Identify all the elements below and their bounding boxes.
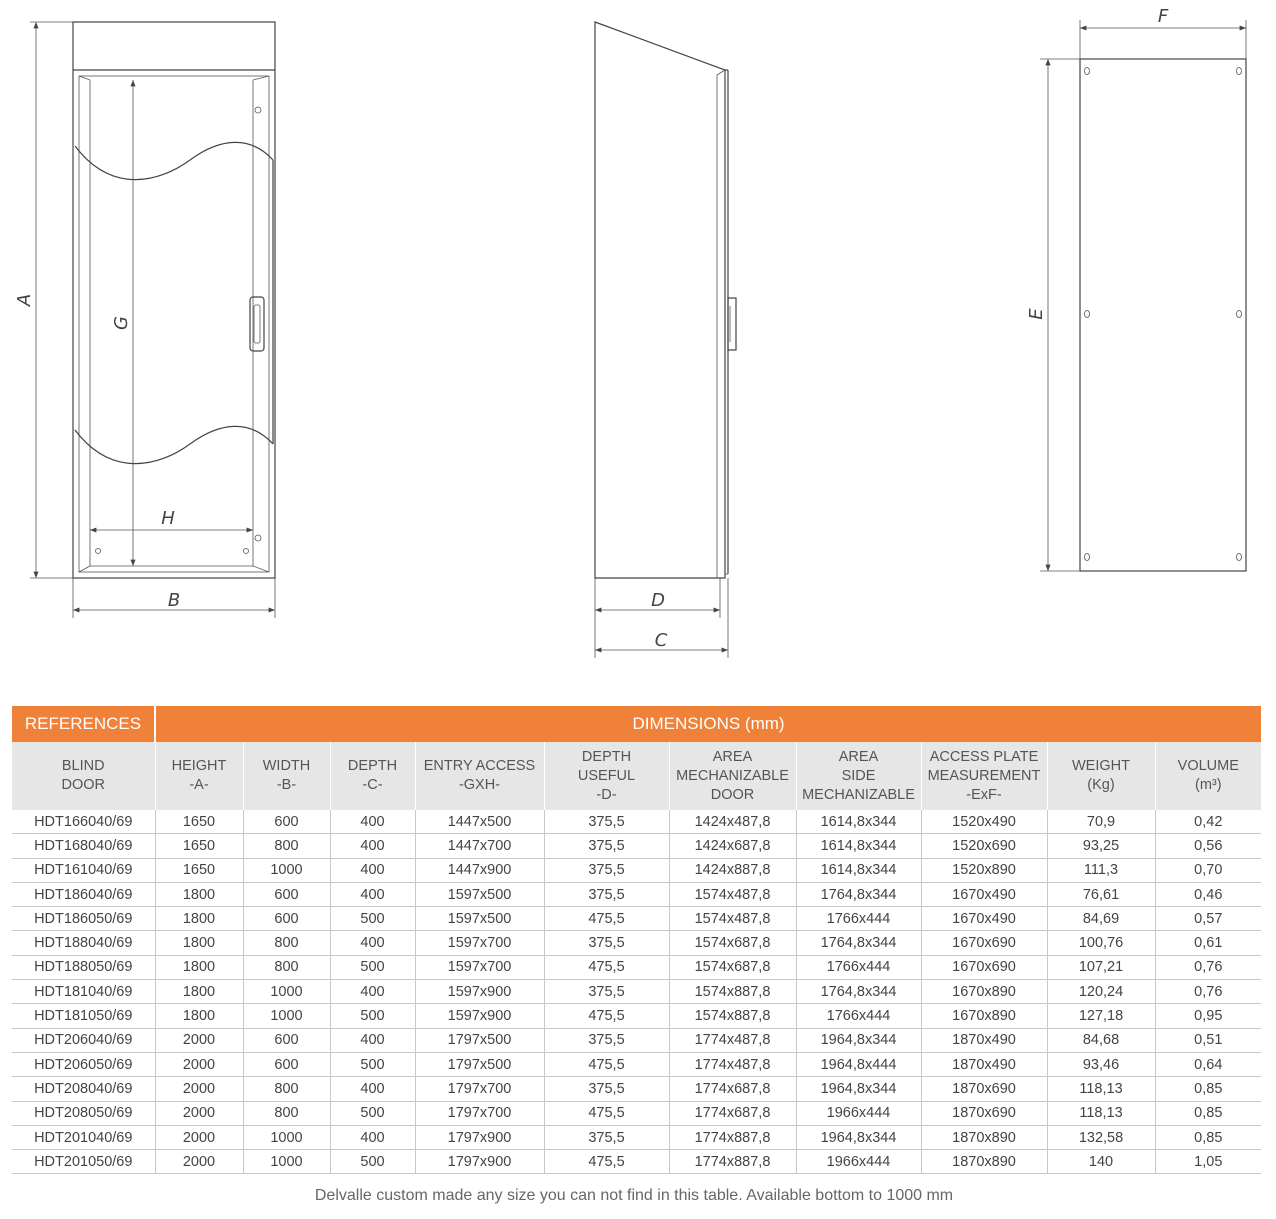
value-cell: 0,46: [1155, 882, 1261, 906]
door-handle-icon: [250, 297, 264, 351]
column-header-line: DOOR: [61, 777, 105, 793]
reference-cell: HDT188040/69: [12, 931, 155, 955]
reference-cell: HDT208040/69: [12, 1077, 155, 1101]
column-header: [669, 742, 796, 810]
value-cell: 475,5: [544, 1004, 669, 1028]
value-cell: 0,64: [1155, 1052, 1261, 1076]
value-cell: 93,25: [1047, 834, 1155, 858]
value-cell: 0,70: [1155, 858, 1261, 882]
value-cell: 93,46: [1047, 1052, 1155, 1076]
value-cell: 400: [330, 882, 415, 906]
value-cell: 1870x890: [921, 1125, 1047, 1149]
value-cell: 1797x700: [415, 1077, 544, 1101]
access-plate-view: [1026, 6, 1246, 571]
value-cell: 0,42: [1155, 810, 1261, 834]
column-header: [243, 742, 330, 810]
column-header: [1047, 742, 1155, 810]
value-cell: 1797x500: [415, 1028, 544, 1052]
value-cell: 127,18: [1047, 1004, 1155, 1028]
value-cell: 500: [330, 1150, 415, 1174]
value-cell: 800: [243, 1077, 330, 1101]
reference-cell: HDT181050/69: [12, 1004, 155, 1028]
column-header-line: DEPTH: [347, 758, 398, 774]
table-row: [12, 858, 1261, 882]
value-cell: 1574x687,8: [669, 931, 796, 955]
value-cell: 1964,8x344: [796, 1077, 921, 1101]
value-cell: 1766x444: [796, 1004, 921, 1028]
value-cell: 1774x687,8: [669, 1077, 796, 1101]
value-cell: 1614,8x344: [796, 834, 921, 858]
value-cell: 1800: [155, 882, 243, 906]
value-cell: 0,85: [1155, 1101, 1261, 1125]
value-cell: 1797x900: [415, 1150, 544, 1174]
column-header-line: AREA: [838, 748, 879, 765]
value-cell: 500: [330, 955, 415, 979]
dim-label-a: A: [14, 293, 35, 307]
reference-cell: HDT166040/69: [12, 810, 155, 834]
value-cell: 0,95: [1155, 1004, 1261, 1028]
value-cell: 1597x500: [415, 907, 544, 931]
value-cell: 1424x887,8: [669, 858, 796, 882]
value-cell: 600: [243, 907, 330, 931]
column-header-line: -D-: [596, 786, 617, 803]
value-cell: 0,56: [1155, 834, 1261, 858]
value-cell: 132,58: [1047, 1125, 1155, 1149]
value-cell: 400: [330, 810, 415, 834]
value-cell: 1800: [155, 1004, 243, 1028]
side-view: [595, 22, 736, 658]
column-header-line: VOLUME: [1177, 758, 1239, 774]
value-cell: 0,76: [1155, 980, 1261, 1004]
value-cell: 1766x444: [796, 955, 921, 979]
value-cell: 1614,8x344: [796, 858, 921, 882]
value-cell: 1966x444: [796, 1150, 921, 1174]
value-cell: 1574x687,8: [669, 955, 796, 979]
dim-label-g: G: [111, 316, 132, 330]
value-cell: 600: [243, 810, 330, 834]
value-cell: 2000: [155, 1052, 243, 1076]
value-cell: 475,5: [544, 907, 669, 931]
table-row: [12, 1052, 1261, 1076]
value-cell: 2000: [155, 1125, 243, 1149]
value-cell: 475,5: [544, 1052, 669, 1076]
value-cell: 1000: [243, 858, 330, 882]
value-cell: 1800: [155, 980, 243, 1004]
reference-cell: HDT181040/69: [12, 980, 155, 1004]
dim-label-e: E: [1026, 308, 1047, 320]
dimensions-table: [12, 706, 1261, 1174]
value-cell: 1670x690: [921, 931, 1047, 955]
column-header-line: ACCESS PLATE: [929, 748, 1039, 765]
column-header-line: SIDE: [841, 767, 876, 784]
value-cell: 475,5: [544, 1150, 669, 1174]
value-cell: 600: [243, 1028, 330, 1052]
front-view: [14, 22, 275, 618]
column-header-line: HEIGHT: [171, 758, 227, 774]
value-cell: 1774x487,8: [669, 1052, 796, 1076]
value-cell: 1424x687,8: [669, 834, 796, 858]
value-cell: 1764,8x344: [796, 980, 921, 1004]
value-cell: 1447x900: [415, 858, 544, 882]
value-cell: 1764,8x344: [796, 882, 921, 906]
column-header-line: -A-: [189, 777, 209, 793]
reference-cell: HDT206040/69: [12, 1028, 155, 1052]
value-cell: 1670x490: [921, 907, 1047, 931]
value-cell: 1000: [243, 1125, 330, 1149]
value-cell: 1597x900: [415, 1004, 544, 1028]
column-header-line: MEASUREMENT: [927, 767, 1041, 784]
value-cell: 375,5: [544, 931, 669, 955]
value-cell: 375,5: [544, 1077, 669, 1101]
table-row: [12, 1101, 1261, 1125]
value-cell: 118,13: [1047, 1077, 1155, 1101]
value-cell: 400: [330, 931, 415, 955]
value-cell: 1520x690: [921, 834, 1047, 858]
value-cell: 800: [243, 955, 330, 979]
value-cell: 400: [330, 858, 415, 882]
value-cell: 0,76: [1155, 955, 1261, 979]
value-cell: 1670x890: [921, 980, 1047, 1004]
value-cell: 800: [243, 1101, 330, 1125]
value-cell: 0,85: [1155, 1077, 1261, 1101]
value-cell: 375,5: [544, 858, 669, 882]
table-body: [12, 810, 1261, 1174]
table-row: [12, 1125, 1261, 1149]
value-cell: 1000: [243, 1150, 330, 1174]
value-cell: 1764,8x344: [796, 931, 921, 955]
value-cell: 0,51: [1155, 1028, 1261, 1052]
value-cell: 1670x890: [921, 1004, 1047, 1028]
value-cell: 400: [330, 980, 415, 1004]
value-cell: 1800: [155, 907, 243, 931]
value-cell: 1597x500: [415, 882, 544, 906]
value-cell: 1424x487,8: [669, 810, 796, 834]
column-header: [921, 742, 1047, 810]
value-cell: 1650: [155, 810, 243, 834]
value-cell: 1,05: [1155, 1150, 1261, 1174]
reference-cell: HDT168040/69: [12, 834, 155, 858]
value-cell: 1670x490: [921, 882, 1047, 906]
table-row: [12, 1077, 1261, 1101]
value-cell: 500: [330, 1052, 415, 1076]
table-row: [12, 980, 1261, 1004]
value-cell: 1574x487,8: [669, 882, 796, 906]
dimensions-header: DIMENSIONS (mm): [155, 706, 1261, 742]
column-headers: [12, 742, 1261, 810]
value-cell: 1520x490: [921, 810, 1047, 834]
column-header-line: -B-: [276, 777, 297, 793]
value-cell: 76,61: [1047, 882, 1155, 906]
column-header-line: DOOR: [710, 786, 755, 803]
table-row: [12, 1150, 1261, 1174]
column-header: [415, 742, 544, 810]
value-cell: 2000: [155, 1028, 243, 1052]
value-cell: 70,9: [1047, 810, 1155, 834]
table-row: [12, 834, 1261, 858]
value-cell: 1574x887,8: [669, 1004, 796, 1028]
value-cell: 1597x900: [415, 980, 544, 1004]
references-header: REFERENCES: [12, 706, 155, 742]
value-cell: 100,76: [1047, 931, 1155, 955]
value-cell: 800: [243, 834, 330, 858]
footnote: Delvalle custom made any size you can not find in this table. Available bottom to 1000 mm: [314, 1187, 954, 1204]
column-header-line: USEFUL: [577, 767, 636, 784]
value-cell: 0,85: [1155, 1125, 1261, 1149]
value-cell: 600: [243, 1052, 330, 1076]
reference-cell: HDT206050/69: [12, 1052, 155, 1076]
value-cell: 1650: [155, 834, 243, 858]
column-header-line: MECHANIZABLE: [676, 767, 789, 784]
reference-cell: HDT186050/69: [12, 907, 155, 931]
column-header-line: BLIND: [61, 758, 105, 774]
value-cell: 118,13: [1047, 1101, 1155, 1125]
column-header-line: ENTRY ACCESS: [423, 758, 536, 774]
column-header-line: MECHANIZABLE: [802, 786, 915, 803]
value-cell: 375,5: [544, 834, 669, 858]
value-cell: 1870x890: [921, 1150, 1047, 1174]
column-header-line: AREA: [712, 748, 753, 765]
value-cell: 1774x887,8: [669, 1125, 796, 1149]
value-cell: 1670x690: [921, 955, 1047, 979]
value-cell: 500: [330, 907, 415, 931]
value-cell: 1574x887,8: [669, 980, 796, 1004]
value-cell: 1797x700: [415, 1101, 544, 1125]
value-cell: 1800: [155, 955, 243, 979]
value-cell: 1870x690: [921, 1101, 1047, 1125]
value-cell: 375,5: [544, 1125, 669, 1149]
value-cell: 1447x500: [415, 810, 544, 834]
column-header-line: -ExF-: [966, 786, 1002, 803]
table-row: [12, 882, 1261, 906]
value-cell: 375,5: [544, 980, 669, 1004]
value-cell: 1774x487,8: [669, 1028, 796, 1052]
value-cell: 2000: [155, 1077, 243, 1101]
value-cell: 1597x700: [415, 931, 544, 955]
value-cell: 400: [330, 834, 415, 858]
column-header: [12, 742, 155, 810]
value-cell: 107,21: [1047, 955, 1155, 979]
column-header-line: (m³): [1195, 777, 1222, 793]
value-cell: 800: [243, 931, 330, 955]
value-cell: 475,5: [544, 955, 669, 979]
value-cell: 1870x490: [921, 1028, 1047, 1052]
column-header: [1155, 742, 1261, 810]
value-cell: 120,24: [1047, 980, 1155, 1004]
column-header: [155, 742, 243, 810]
value-cell: 1574x487,8: [669, 907, 796, 931]
value-cell: 1000: [243, 1004, 330, 1028]
column-header: [330, 742, 415, 810]
table-row: [12, 1028, 1261, 1052]
dim-label-h: H: [161, 508, 175, 529]
value-cell: 1964,8x444: [796, 1052, 921, 1076]
column-header: [796, 742, 921, 810]
column-header-line: -C-: [362, 777, 383, 793]
value-cell: 375,5: [544, 882, 669, 906]
column-header-line: WEIGHT: [1072, 758, 1130, 774]
column-header-line: WIDTH: [262, 758, 311, 774]
value-cell: 0,61: [1155, 931, 1261, 955]
value-cell: 2000: [155, 1101, 243, 1125]
value-cell: 1597x700: [415, 955, 544, 979]
value-cell: 0,57: [1155, 907, 1261, 931]
value-cell: 375,5: [544, 1028, 669, 1052]
value-cell: 1774x887,8: [669, 1150, 796, 1174]
value-cell: 1650: [155, 858, 243, 882]
table-row: [12, 1004, 1261, 1028]
value-cell: 2000: [155, 1150, 243, 1174]
value-cell: 1966x444: [796, 1101, 921, 1125]
value-cell: 140: [1047, 1150, 1155, 1174]
value-cell: 400: [330, 1125, 415, 1149]
value-cell: 1870x690: [921, 1077, 1047, 1101]
value-cell: 84,68: [1047, 1028, 1155, 1052]
value-cell: 375,5: [544, 810, 669, 834]
reference-cell: HDT201050/69: [12, 1150, 155, 1174]
reference-cell: HDT188050/69: [12, 955, 155, 979]
value-cell: 1614,8x344: [796, 810, 921, 834]
value-cell: 1766x444: [796, 907, 921, 931]
table-row: [12, 810, 1261, 834]
reference-cell: HDT161040/69: [12, 858, 155, 882]
value-cell: 1800: [155, 931, 243, 955]
value-cell: 475,5: [544, 1101, 669, 1125]
column-header: [544, 742, 669, 810]
value-cell: 84,69: [1047, 907, 1155, 931]
value-cell: 1870x490: [921, 1052, 1047, 1076]
dim-label-d: D: [651, 590, 665, 611]
value-cell: 111,3: [1047, 858, 1155, 882]
reference-cell: HDT201040/69: [12, 1125, 155, 1149]
value-cell: 1797x900: [415, 1125, 544, 1149]
value-cell: 500: [330, 1004, 415, 1028]
table-row: [12, 907, 1261, 931]
value-cell: 500: [330, 1101, 415, 1125]
dim-label-b: B: [167, 590, 181, 611]
reference-cell: HDT208050/69: [12, 1101, 155, 1125]
value-cell: 600: [243, 882, 330, 906]
value-cell: 1797x500: [415, 1052, 544, 1076]
reference-cell: HDT186040/69: [12, 882, 155, 906]
column-header-line: -GXH-: [458, 777, 501, 793]
value-cell: 1774x687,8: [669, 1101, 796, 1125]
column-header-line: (Kg): [1087, 777, 1115, 793]
value-cell: 1964,8x344: [796, 1028, 921, 1052]
table-row: [12, 931, 1261, 955]
value-cell: 1964,8x344: [796, 1125, 921, 1149]
value-cell: 1520x890: [921, 858, 1047, 882]
value-cell: 400: [330, 1028, 415, 1052]
dim-label-f: F: [1157, 6, 1169, 27]
dim-label-c: C: [654, 630, 668, 651]
column-header-line: DEPTH: [581, 748, 632, 765]
value-cell: 1447x700: [415, 834, 544, 858]
value-cell: 400: [330, 1077, 415, 1101]
value-cell: 1000: [243, 980, 330, 1004]
table-row: [12, 955, 1261, 979]
